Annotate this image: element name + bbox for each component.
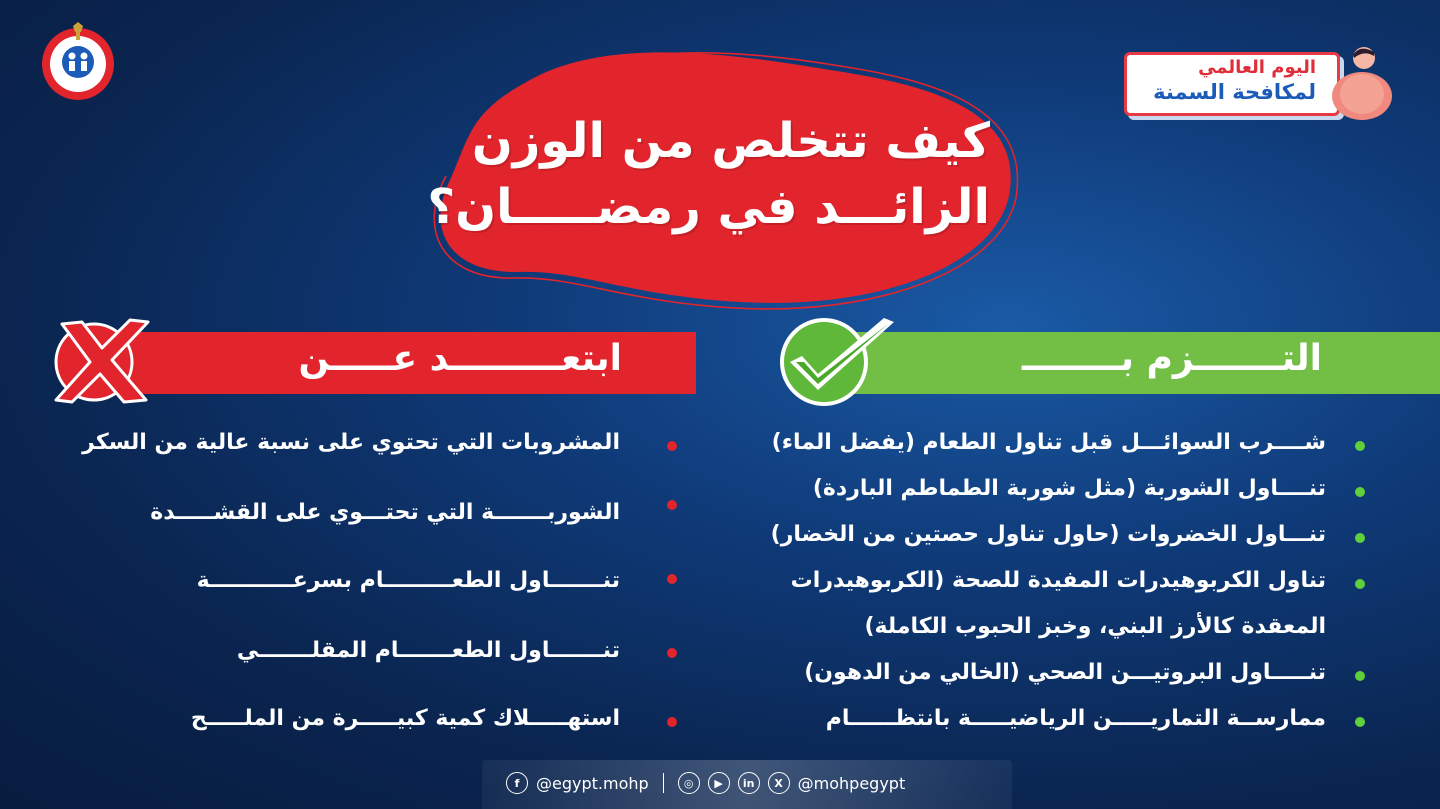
list-item: تنـــــــاول الطعـــــــام المقلـــــــي [236,638,620,663]
badge-line2: لمكافحة السمنة [1153,80,1316,104]
ministry-logo [40,22,116,102]
bullet-icon [1355,579,1365,589]
badge-line1: اليوم العالمي [1198,57,1316,78]
bullet-icon [1355,717,1365,727]
bullet-icon [667,648,677,658]
social-handle[interactable]: @mohpegypt [797,773,906,793]
check-icon [776,316,900,408]
world-obesity-day-badge [1118,44,1398,120]
bullet-icon [1355,533,1365,543]
avoid-header: ابتعـــــــــد عـــــن [298,338,622,379]
list-item: شــــرب السوائـــل قبل تناول الطعام (يفضل الماء) [771,430,1326,455]
x-twitter-icon[interactable]: X [768,772,790,794]
list-item: المعقدة كالأرز البني، وخبز الحبوب الكاملة) [864,614,1326,639]
youtube-icon[interactable]: ▶ [708,772,730,794]
list-item: الشوربـــــــة التي تحتـــوي على القشـــــدة [150,500,620,525]
avoid-header-bar [110,332,696,394]
list-item: تنـــاول الخضروات (حاول تناول حصتين من الخضار) [770,522,1326,547]
list-item: تناول الكربوهيدرات المفيدة للصحة (الكربوهيدرات [790,568,1326,593]
bullet-icon [1355,671,1365,681]
bullet-icon [667,441,677,451]
list-item: تنــــاول الشوربة (مثل شوربة الطماطم الباردة) [812,476,1326,501]
do-header-bar [826,332,1440,394]
avoid-list [60,420,620,750]
list-item: تنـــــــاول الطعـــــــــام بسرعـــــــــــة [196,568,620,593]
list-item: ممارســة التماريـــــن الرياضيـــــة بانتظــــــام [825,706,1326,731]
facebook-icon[interactable]: f [506,772,528,794]
do-header: التـــــــزم بــــــــ [1022,338,1322,379]
do-list [760,420,1326,750]
page-title [380,108,990,240]
social-footer [482,760,1012,809]
linkedin-icon[interactable]: in [738,772,760,794]
list-item: تنـــــاول البروتيـــن الصحي (الخالي من الدهون) [804,660,1326,685]
bullet-icon [1355,487,1365,497]
bullet-icon [667,574,677,584]
facebook-handle[interactable]: @egypt.mohp [536,773,649,793]
x-icon [52,318,152,404]
title-line1: كيف تتخلص من الوزن [471,113,990,169]
bullet-icon [1355,441,1365,451]
list-item: استهـــــلاك كمية كبيـــــرة من الملـــــح [190,706,620,731]
bullet-icon [667,500,677,510]
list-item: المشروبات التي تحتوي على نسبة عالية من السكر [82,430,620,455]
title-line2: الزائـــد في رمضـــــان؟ [427,179,990,235]
instagram-icon[interactable]: ◎ [678,772,700,794]
bullet-icon [667,717,677,727]
person-illustration [1330,44,1398,120]
divider [663,773,664,793]
